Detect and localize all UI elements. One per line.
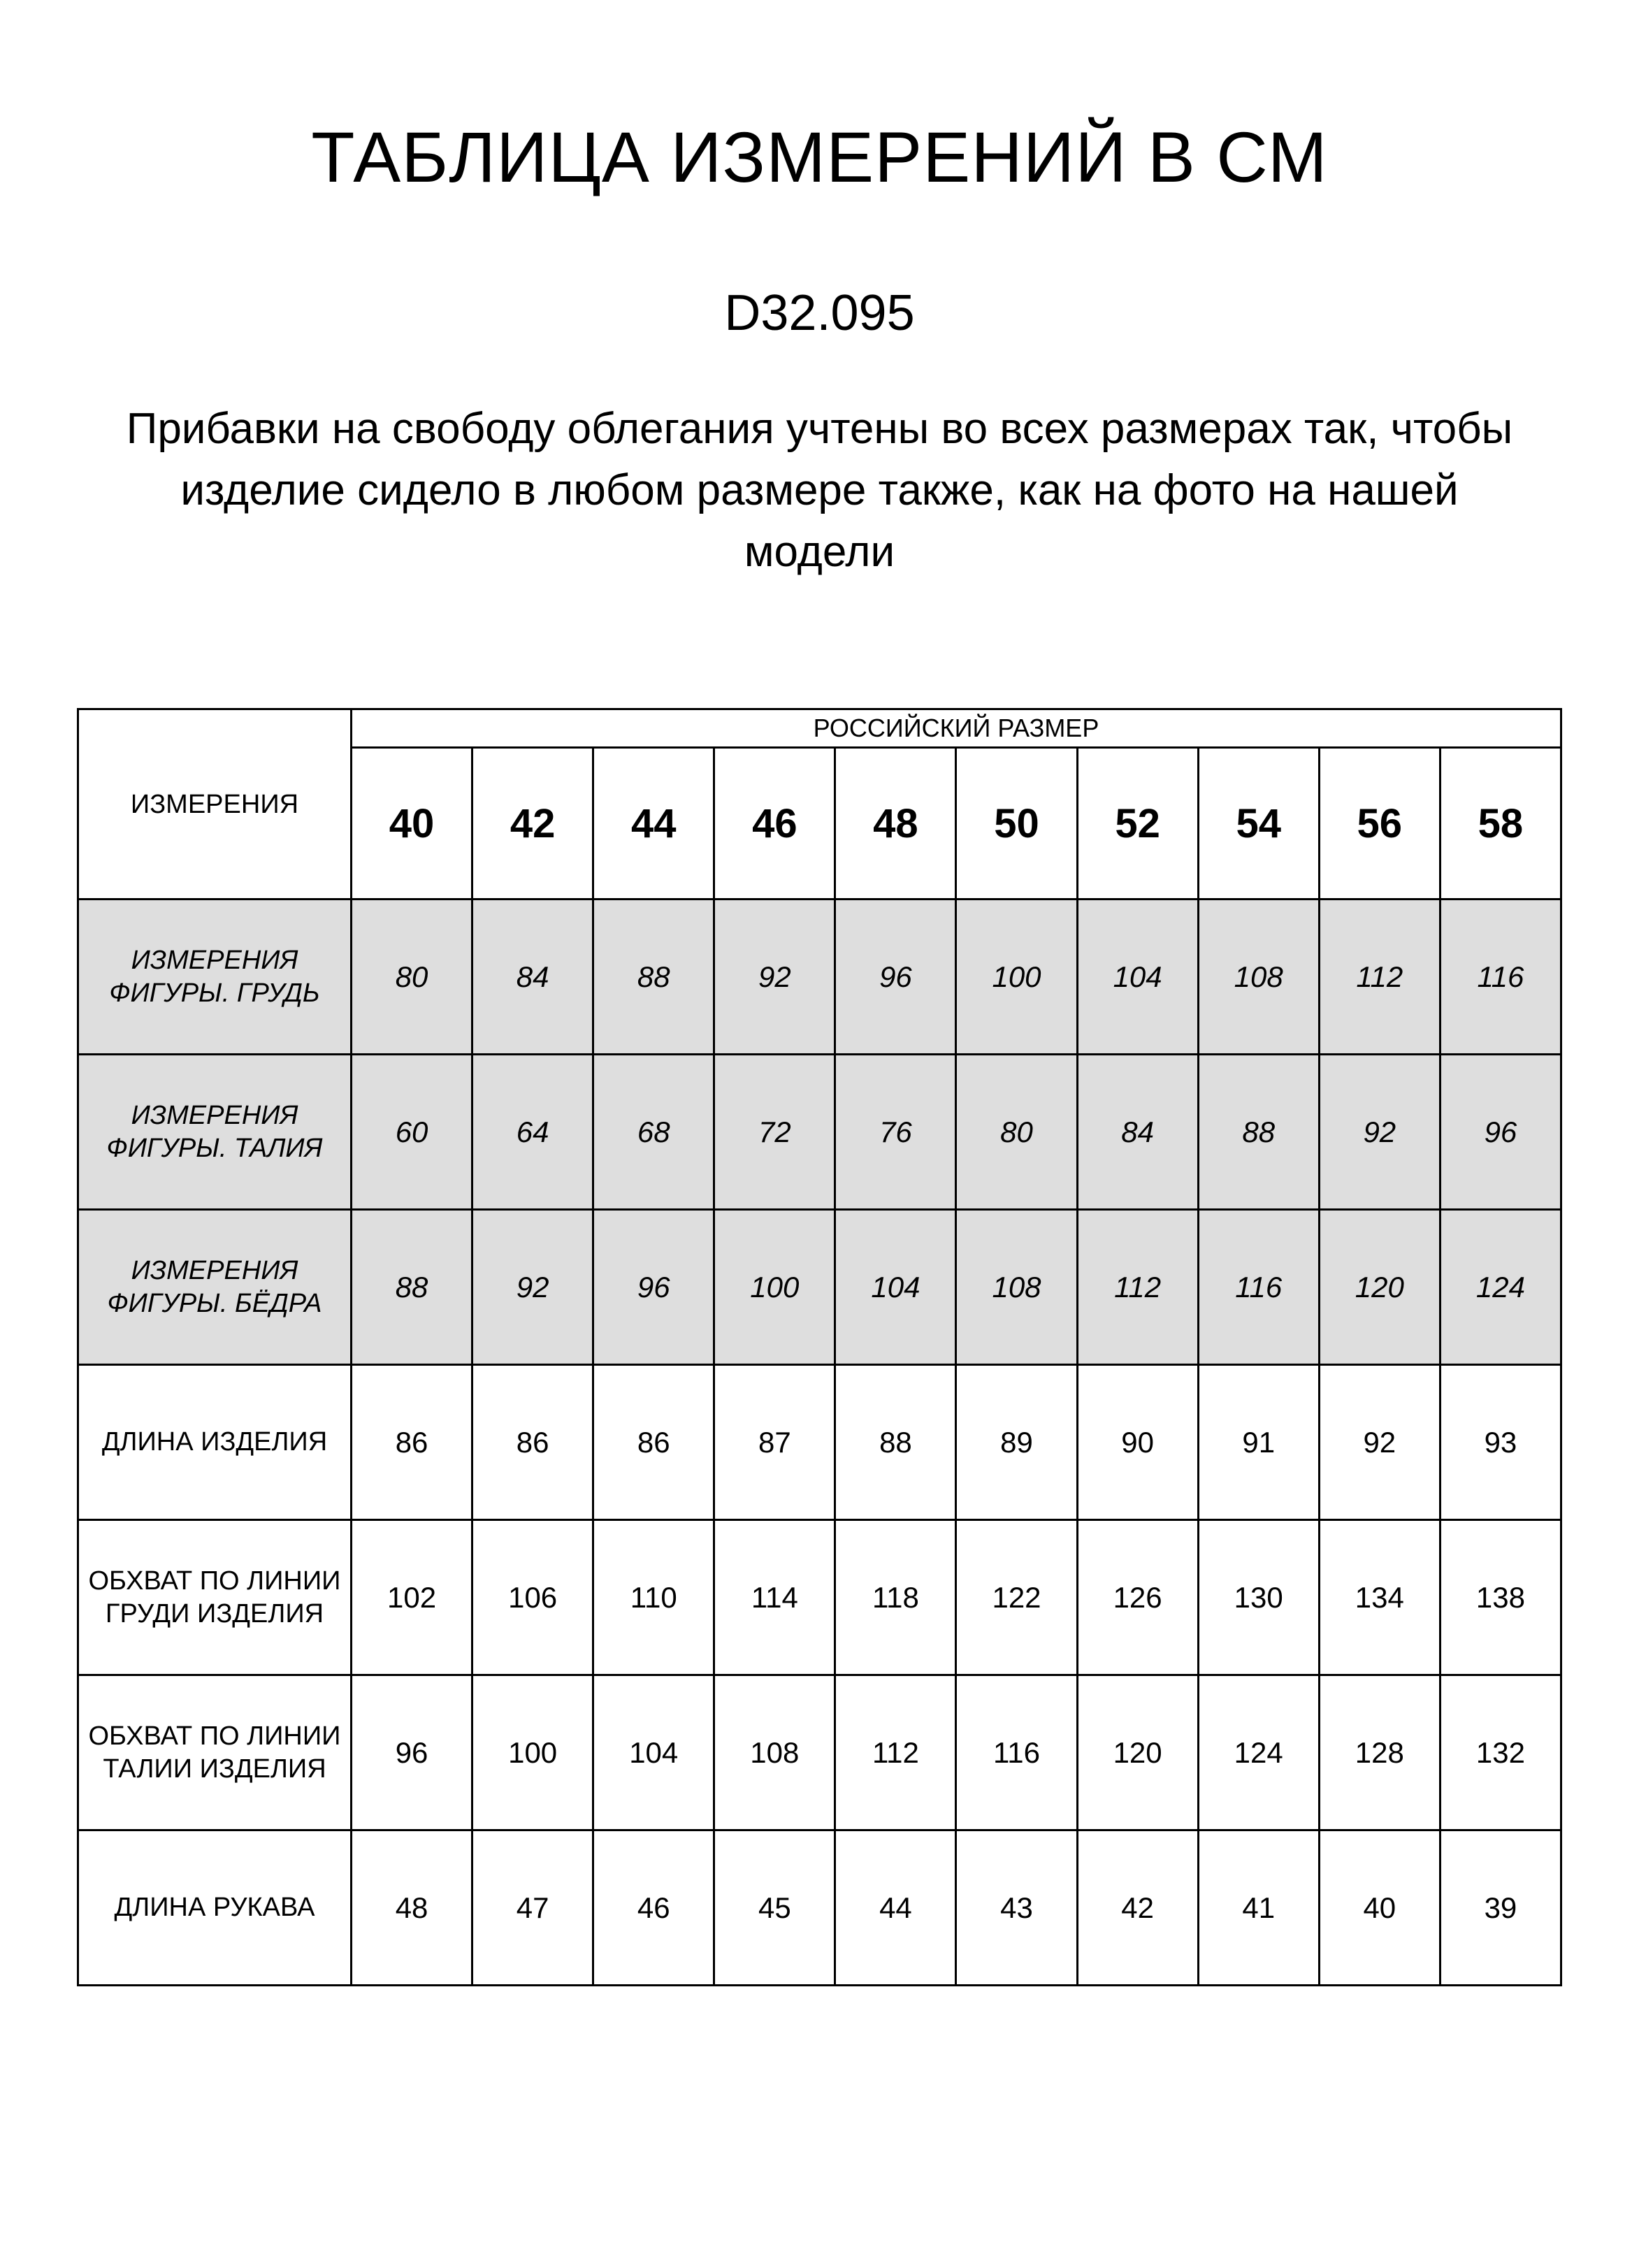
value-cell: 86 (593, 1365, 714, 1520)
size-table-body (78, 709, 1561, 1986)
russian-size-header: РОССИЙСКИЙ РАЗМЕР (352, 709, 1561, 748)
value-cell: 90 (1077, 1365, 1198, 1520)
value-cell: 86 (472, 1365, 593, 1520)
value-cell: 48 (352, 1830, 472, 1986)
table-row (78, 1365, 1561, 1520)
value-cell: 102 (352, 1520, 472, 1675)
table-row (78, 1830, 1561, 1986)
value-cell: 47 (472, 1830, 593, 1986)
value-cell: 41 (1198, 1830, 1319, 1986)
value-cell: 93 (1440, 1365, 1561, 1520)
value-cell: 88 (593, 900, 714, 1055)
value-cell: 104 (835, 1210, 956, 1365)
size-header-cell: 44 (593, 748, 714, 900)
value-cell: 84 (1077, 1055, 1198, 1210)
value-cell: 130 (1198, 1520, 1319, 1675)
value-cell: 100 (956, 900, 1077, 1055)
table-row (78, 1675, 1561, 1830)
value-cell: 72 (714, 1055, 835, 1210)
row-label: ДЛИНА ИЗДЕЛИЯ (78, 1365, 352, 1520)
size-table-header-row (78, 709, 1561, 748)
row-label: ОБХВАТ ПО ЛИНИИ ГРУДИ ИЗДЕЛИЯ (78, 1520, 352, 1675)
table-row (78, 900, 1561, 1055)
size-header-cell: 52 (1077, 748, 1198, 900)
row-label: ОБХВАТ ПО ЛИНИИ ТАЛИИ ИЗДЕЛИЯ (78, 1675, 352, 1830)
value-cell: 88 (1198, 1055, 1319, 1210)
value-cell: 96 (593, 1210, 714, 1365)
value-cell: 138 (1440, 1520, 1561, 1675)
article-number: D32.095 (724, 285, 915, 341)
value-cell: 122 (956, 1520, 1077, 1675)
table-row (78, 1055, 1561, 1210)
value-cell: 108 (714, 1675, 835, 1830)
value-cell: 96 (1440, 1055, 1561, 1210)
value-cell: 116 (1198, 1210, 1319, 1365)
value-cell: 92 (1319, 1055, 1440, 1210)
value-cell: 76 (835, 1055, 956, 1210)
value-cell: 108 (956, 1210, 1077, 1365)
table-row (78, 1520, 1561, 1675)
value-cell: 45 (714, 1830, 835, 1986)
value-cell: 124 (1440, 1210, 1561, 1365)
size-header-cell: 54 (1198, 748, 1319, 900)
value-cell: 104 (1077, 900, 1198, 1055)
value-cell: 42 (1077, 1830, 1198, 1986)
size-header-cell: 50 (956, 748, 1077, 900)
value-cell: 100 (472, 1675, 593, 1830)
size-header-cell: 40 (352, 748, 472, 900)
row-label: ИЗМЕРЕНИЯ ФИГУРЫ. ТАЛИЯ (78, 1055, 352, 1210)
value-cell: 84 (472, 900, 593, 1055)
row-label: ИЗМЕРЕНИЯ ФИГУРЫ. ГРУДЬ (78, 900, 352, 1055)
measurements-header: ИЗМЕРЕНИЯ (78, 709, 352, 900)
page-title: ТАБЛИЦА ИЗМЕРЕНИЙ В СМ (311, 117, 1328, 197)
value-cell: 100 (714, 1210, 835, 1365)
value-cell: 108 (1198, 900, 1319, 1055)
value-cell: 104 (593, 1675, 714, 1830)
value-cell: 44 (835, 1830, 956, 1986)
size-table (77, 708, 1562, 1986)
value-cell: 86 (352, 1365, 472, 1520)
value-cell: 118 (835, 1520, 956, 1675)
value-cell: 87 (714, 1365, 835, 1520)
table-row (78, 1210, 1561, 1365)
row-label: ИЗМЕРЕНИЯ ФИГУРЫ. БЁДРА (78, 1210, 352, 1365)
value-cell: 43 (956, 1830, 1077, 1986)
size-header-cell: 56 (1319, 748, 1440, 900)
value-cell: 39 (1440, 1830, 1561, 1986)
value-cell: 89 (956, 1365, 1077, 1520)
value-cell: 116 (1440, 900, 1561, 1055)
value-cell: 132 (1440, 1675, 1561, 1830)
value-cell: 124 (1198, 1675, 1319, 1830)
value-cell: 120 (1319, 1210, 1440, 1365)
value-cell: 112 (1077, 1210, 1198, 1365)
value-cell: 92 (472, 1210, 593, 1365)
value-cell: 88 (835, 1365, 956, 1520)
value-cell: 40 (1319, 1830, 1440, 1986)
value-cell: 96 (835, 900, 956, 1055)
value-cell: 106 (472, 1520, 593, 1675)
value-cell: 112 (835, 1675, 956, 1830)
size-header-cell: 58 (1440, 748, 1561, 900)
value-cell: 60 (352, 1055, 472, 1210)
value-cell: 110 (593, 1520, 714, 1675)
value-cell: 128 (1319, 1675, 1440, 1830)
value-cell: 112 (1319, 900, 1440, 1055)
value-cell: 80 (956, 1055, 1077, 1210)
row-label: ДЛИНА РУКАВА (78, 1830, 352, 1986)
value-cell: 64 (472, 1055, 593, 1210)
fit-note: Прибавки на свободу облегания учтены во всех размерах так, чтобы изделие сидело в любом размере также, как на фото на нашей модели (126, 405, 1513, 576)
value-cell: 92 (1319, 1365, 1440, 1520)
value-cell: 134 (1319, 1520, 1440, 1675)
size-header-cell: 48 (835, 748, 956, 900)
size-header-cell: 42 (472, 748, 593, 900)
value-cell: 120 (1077, 1675, 1198, 1830)
value-cell: 91 (1198, 1365, 1319, 1520)
value-cell: 96 (352, 1675, 472, 1830)
value-cell: 92 (714, 900, 835, 1055)
value-cell: 88 (352, 1210, 472, 1365)
value-cell: 116 (956, 1675, 1077, 1830)
value-cell: 114 (714, 1520, 835, 1675)
size-header-cell: 46 (714, 748, 835, 900)
value-cell: 126 (1077, 1520, 1198, 1675)
value-cell: 46 (593, 1830, 714, 1986)
value-cell: 68 (593, 1055, 714, 1210)
value-cell: 80 (352, 900, 472, 1055)
